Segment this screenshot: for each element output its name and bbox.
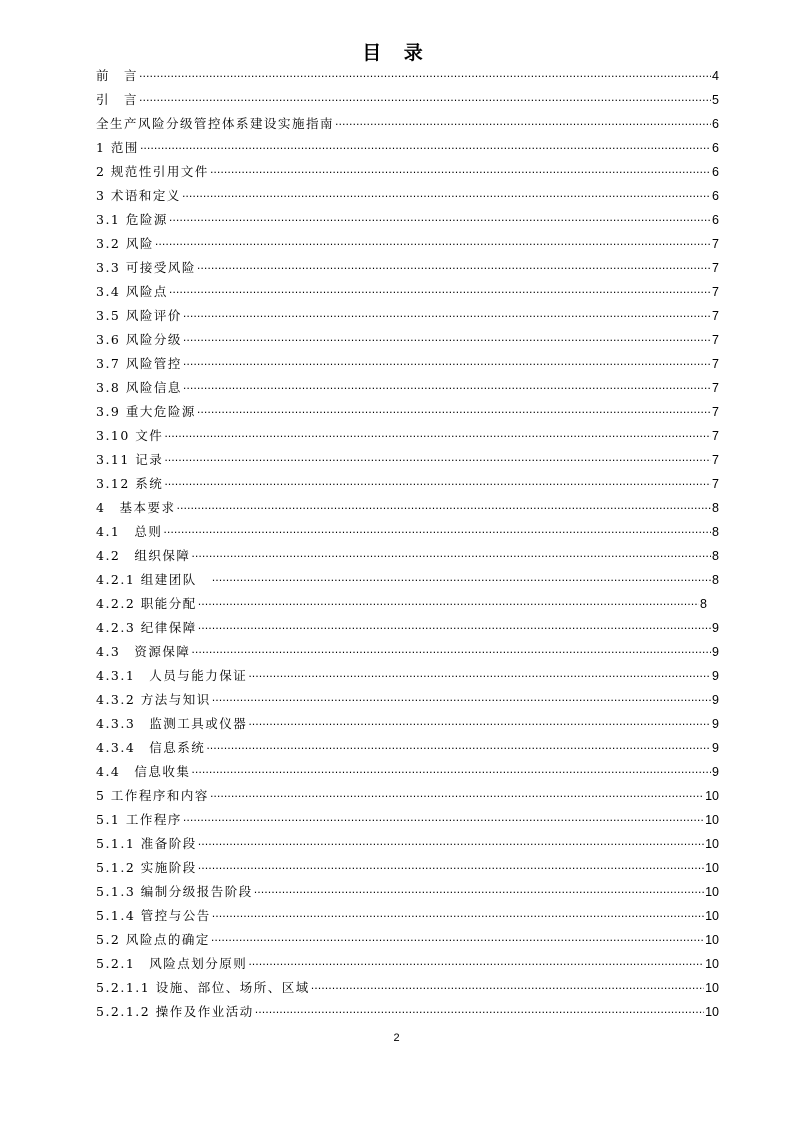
toc-entry-page: 9 <box>712 645 719 659</box>
toc-leader-dots <box>248 953 704 976</box>
toc-entry[interactable] <box>96 688 719 712</box>
toc-leader-dots <box>183 305 711 328</box>
toc-leader-dots <box>210 161 711 184</box>
toc-leader-dots <box>164 425 711 448</box>
toc-entry-page: 7 <box>712 261 719 275</box>
toc-entry-page: 8 <box>712 501 719 515</box>
toc-entry-page: 7 <box>712 405 719 419</box>
toc-entry[interactable] <box>96 232 719 256</box>
toc-entry-page: 9 <box>712 741 719 755</box>
toc-entry-title: 3.9 重大危险源 <box>96 404 196 419</box>
toc-entry-title: 5.1.4 管控与公告 <box>96 908 211 923</box>
toc-entry-title: 5 工作程序和内容 <box>96 788 209 803</box>
toc-entry-title: 5.1.3 编制分级报告阶段 <box>96 884 253 899</box>
toc-entry-page: 7 <box>712 357 719 371</box>
toc-leader-dots <box>248 713 711 736</box>
toc-leader-dots <box>139 65 711 88</box>
toc-entry-title: 3.7 风险管控 <box>96 356 182 371</box>
toc-entry[interactable] <box>96 832 719 856</box>
toc-entry[interactable] <box>96 520 719 544</box>
toc-entry-title: 3.8 风险信息 <box>96 380 182 395</box>
toc-entry[interactable] <box>96 472 719 496</box>
toc-entry[interactable] <box>96 904 719 928</box>
toc-entry-title: 前 言 <box>96 68 139 83</box>
toc-leader-dots <box>191 641 711 664</box>
toc-entry-title: 3.10 文件 <box>96 428 164 443</box>
toc-entry[interactable] <box>96 112 719 136</box>
toc-entry-title: 4.3.3 监测工具或仪器 <box>96 716 248 731</box>
toc-entry-title: 3.11 记录 <box>96 452 164 467</box>
toc-leader-dots <box>140 137 711 160</box>
toc-entry-title: 2 规范性引用文件 <box>96 164 209 179</box>
toc-leader-dots <box>198 833 704 856</box>
toc-entry-title: 4.1 总则 <box>96 524 163 539</box>
toc-entry-title: 4.2.3 纪律保障 <box>96 620 197 635</box>
toc-leader-dots <box>212 689 711 712</box>
toc-entry-title: 5.2 风险点的确定 <box>96 932 210 947</box>
toc-entry-page: 7 <box>712 237 719 251</box>
toc-entry-page: 10 <box>705 909 719 923</box>
toc-entry-page: 7 <box>712 333 719 347</box>
toc-entry[interactable] <box>96 160 719 184</box>
toc-leader-dots <box>191 761 711 784</box>
toc-entry-title: 引 言 <box>96 92 139 107</box>
toc-entry-page: 9 <box>712 717 719 731</box>
toc-entry-page: 10 <box>705 885 719 899</box>
toc-entry[interactable] <box>96 280 719 304</box>
toc-entry[interactable] <box>96 760 719 784</box>
toc-entry-title: 3.6 风险分级 <box>96 332 182 347</box>
toc-leader-dots <box>164 449 711 472</box>
toc-entry[interactable] <box>96 712 719 736</box>
toc-entry[interactable] <box>96 952 719 976</box>
toc-entry[interactable] <box>96 88 719 112</box>
toc-entry[interactable] <box>96 544 719 568</box>
toc-leader-dots <box>210 785 704 808</box>
toc-entry-title: 5.2.1 风险点划分原则 <box>96 956 248 971</box>
toc-entry-page: 7 <box>712 453 719 467</box>
toc-entry[interactable] <box>96 568 719 592</box>
toc-leader-dots <box>139 89 711 112</box>
toc-entry[interactable] <box>96 856 719 880</box>
toc-entry[interactable] <box>96 1000 719 1024</box>
toc-entry[interactable] <box>96 736 719 760</box>
toc-entry[interactable] <box>96 256 719 280</box>
toc-entry-page: 8 <box>700 597 707 611</box>
toc-entry[interactable] <box>96 616 719 640</box>
toc-entry-page: 9 <box>712 765 719 779</box>
toc-entry-title: 3.4 风险点 <box>96 284 168 299</box>
toc-entry-title: 5.1.2 实施阶段 <box>96 860 197 875</box>
toc-entry-title: 3 术语和定义 <box>96 188 181 203</box>
toc-entry[interactable] <box>96 640 719 664</box>
toc-entry[interactable] <box>96 208 719 232</box>
toc-entry-title: 4.3.4 信息系统 <box>96 740 206 755</box>
toc-entry-title: 5.1.1 准备阶段 <box>96 836 197 851</box>
toc-leader-dots <box>248 665 711 688</box>
toc-entry-page: 8 <box>712 525 719 539</box>
toc-entry[interactable] <box>96 808 719 832</box>
toc-leader-dots <box>206 737 711 760</box>
toc-entry-title: 5.2.1.1 设施、部位、场所、区域 <box>96 980 310 995</box>
toc-entry[interactable] <box>96 880 719 904</box>
toc-entry[interactable] <box>96 592 707 616</box>
toc-leader-dots <box>183 353 711 376</box>
toc-entry-page: 9 <box>712 693 719 707</box>
toc-entry-page: 10 <box>705 933 719 947</box>
toc-entry[interactable] <box>96 64 719 88</box>
toc-leader-dots <box>183 329 711 352</box>
toc-entry-page: 8 <box>712 549 719 563</box>
toc-entry-page: 10 <box>705 861 719 875</box>
toc-entry-title: 4.3 资源保障 <box>96 644 191 659</box>
toc-entry[interactable] <box>96 976 719 1000</box>
toc-entry[interactable] <box>96 784 719 808</box>
toc-entry[interactable] <box>96 376 719 400</box>
table-of-contents <box>96 64 719 1024</box>
toc-leader-dots <box>163 521 711 544</box>
toc-entry[interactable] <box>96 304 719 328</box>
toc-entry-title: 3.2 风险 <box>96 236 154 251</box>
toc-leader-dots <box>197 401 711 424</box>
toc-entry-title: 5.2.1.2 操作及作业活动 <box>96 1004 254 1019</box>
toc-entry-page: 5 <box>712 93 719 107</box>
toc-entry-page: 10 <box>705 837 719 851</box>
toc-entry-title: 4.2.1 组建团队 <box>96 572 211 587</box>
toc-entry[interactable] <box>96 424 719 448</box>
toc-entry[interactable] <box>96 496 719 520</box>
toc-leader-dots <box>176 497 711 520</box>
toc-leader-dots <box>255 1001 704 1024</box>
toc-leader-dots <box>335 113 711 136</box>
toc-entry-page: 4 <box>712 69 719 83</box>
toc-leader-dots <box>164 473 711 496</box>
toc-leader-dots <box>212 569 711 592</box>
toc-entry-title: 4 基本要求 <box>96 500 176 515</box>
toc-entry-title: 4.4 信息收集 <box>96 764 191 779</box>
toc-entry[interactable] <box>96 400 719 424</box>
toc-title: 目 录 <box>362 42 431 64</box>
toc-entry[interactable] <box>96 448 719 472</box>
toc-entry-title: 3.3 可接受风险 <box>96 260 196 275</box>
toc-entry-title: 4.3.2 方法与知识 <box>96 692 211 707</box>
toc-entry-page: 6 <box>712 117 719 131</box>
toc-leader-dots <box>198 593 699 616</box>
toc-leader-dots <box>169 209 711 232</box>
toc-entry-title: 3.5 风险评价 <box>96 308 182 323</box>
toc-entry-title: 全生产风险分级管控体系建设实施指南 <box>96 116 335 131</box>
toc-leader-dots <box>197 257 711 280</box>
toc-entry-page: 10 <box>705 957 719 971</box>
toc-entry-page: 6 <box>712 141 719 155</box>
toc-entry[interactable] <box>96 184 719 208</box>
toc-entry-page: 8 <box>712 573 719 587</box>
toc-entry-title: 4.2.2 职能分配 <box>96 596 197 611</box>
toc-entry[interactable] <box>96 928 719 952</box>
toc-entry-title: 4.2 组织保障 <box>96 548 191 563</box>
toc-entry-page: 6 <box>712 189 719 203</box>
toc-entry-page: 6 <box>712 213 719 227</box>
toc-entry-title: 4.3.1 人员与能力保证 <box>96 668 248 683</box>
toc-entry-page: 6 <box>712 165 719 179</box>
toc-leader-dots <box>198 857 704 880</box>
toc-entry-page: 7 <box>712 285 719 299</box>
toc-entry-page: 7 <box>712 309 719 323</box>
toc-entry[interactable] <box>96 352 719 376</box>
toc-leader-dots <box>183 377 711 400</box>
toc-entry-title: 1 范围 <box>96 140 139 155</box>
toc-entry-title: 3.12 系统 <box>96 476 164 491</box>
toc-entry-page: 10 <box>705 1005 719 1019</box>
toc-entry[interactable] <box>96 664 719 688</box>
toc-entry[interactable] <box>96 328 719 352</box>
toc-entry-title: 3.1 危险源 <box>96 212 168 227</box>
toc-entry[interactable] <box>96 136 719 160</box>
toc-leader-dots <box>183 809 704 832</box>
page-number: 2 <box>393 1032 400 1044</box>
toc-leader-dots <box>311 977 704 1000</box>
toc-leader-dots <box>182 185 711 208</box>
toc-entry-page: 10 <box>705 813 719 827</box>
toc-leader-dots <box>198 617 711 640</box>
toc-entry-page: 10 <box>705 981 719 995</box>
toc-entry-page: 9 <box>712 669 719 683</box>
toc-leader-dots <box>191 545 711 568</box>
toc-entry-title: 5.1 工作程序 <box>96 812 182 827</box>
toc-entry-page: 9 <box>712 621 719 635</box>
toc-leader-dots <box>155 233 711 256</box>
toc-entry-page: 10 <box>705 789 719 803</box>
toc-entry-page: 7 <box>712 477 719 491</box>
toc-leader-dots <box>212 905 704 928</box>
toc-entry-page: 7 <box>712 429 719 443</box>
toc-entry-page: 7 <box>712 381 719 395</box>
toc-leader-dots <box>211 929 704 952</box>
toc-leader-dots <box>169 281 711 304</box>
toc-leader-dots <box>254 881 704 904</box>
